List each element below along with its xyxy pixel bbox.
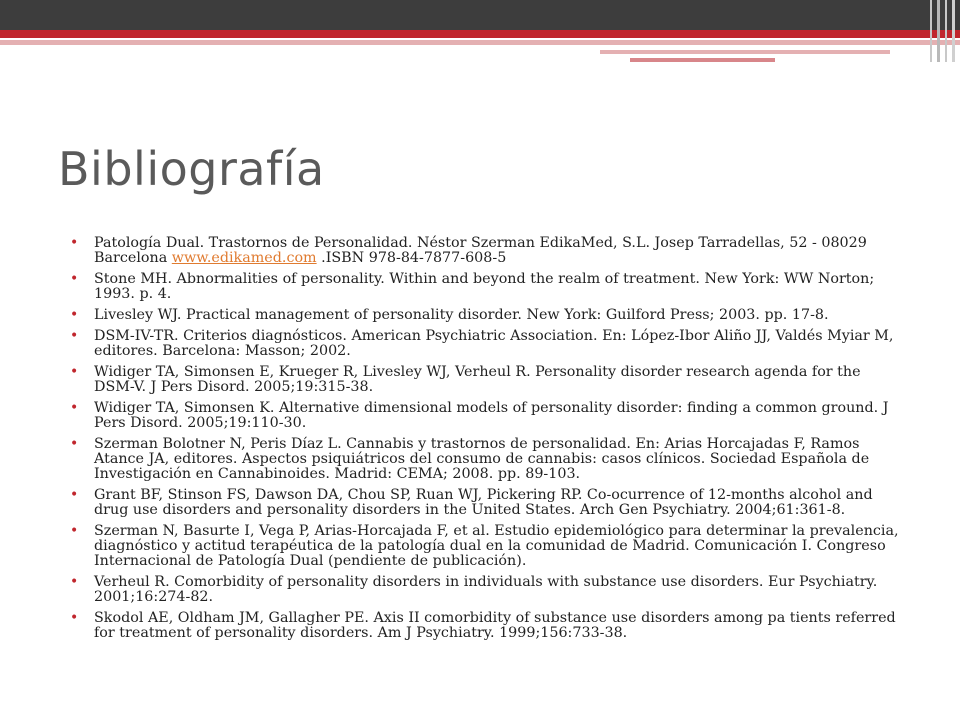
bullet-icon: • [70,610,79,626]
header-red-band [0,30,960,38]
reference-item [70,236,902,266]
header-pink-stripe-short [600,50,890,54]
reference-item [70,365,902,395]
reference-item [70,575,902,605]
header-decor-line [952,0,955,62]
reference-item [70,611,902,641]
slide-title: Bibliografía [58,142,325,196]
header-decor-line [930,0,932,62]
header-decor-line [945,0,947,62]
reference-item [70,308,902,323]
reference-text: Stone MH. Abnormalities of personality. Within and beyond the realm of treatment. New York: WW Norton; 1993. p. 4. [94,271,875,302]
reference-text: Verheul R. Comorbidity of personality disorders in individuals with substance use disorders. Eur Psychiatry. 2001;16:274-82. [94,574,878,605]
reference-text: Widiger TA, Simonsen K. Alternative dimensional models of personality disorder: finding a common ground. J Pers Disord. 2005;19:110-30. [94,400,889,431]
reference-text: Szerman Bolotner N, Peris Díaz L. Cannabis y trastornos de personalidad. En: Arias Horcajadas F, Ramos Atance JA, editores. Aspectos psiquiátricos del consumo de cannabis: casos clínicos. Sociedad Española de Investigación en Cannabinoides. Madrid: CEMA; 2008. pp. 89-103. [94,436,870,482]
reference-text: Widiger TA, Simonsen E, Krueger R, Livesley WJ, Verheul R. Personality disorder research agenda for the DSM-V. J Pers Disord. 2005;19:315-38. [94,364,861,395]
reference-item [70,272,902,302]
header-pink-stripe [0,40,960,45]
bullet-icon: • [70,400,79,416]
header-rose-stripe-short [630,58,775,62]
reference-text: Grant BF, Stinson FS, Dawson DA, Chou SP, Ruan WJ, Pickering RP. Co-ocurrence of 12-months alcohol and drug use disorders and personality disorders in the United States. Arch Gen Psychiatry. 2004;61:361-8. [94,487,873,518]
bullet-icon: • [70,523,79,539]
reference-text: .ISBN 978-84-7877-608-5 [316,250,507,266]
reference-link[interactable]: www.edikamed.com [171,250,317,266]
reference-item [70,524,902,569]
bullet-icon: • [70,364,79,380]
header-decor-line [937,0,940,62]
bullet-icon: • [70,574,79,590]
reference-text: Szerman N, Basurte I, Vega P, Arias-Horcajada F, et al. Estudio epidemiológico para determinar la prevalencia, diagnóstico y actitud terapéutica de la patología dual en la comunidad de Madrid. Comunicación I. Congreso Internacional de Patología Dual (pendiente de publicación). [94,523,899,569]
reference-item [70,401,902,431]
header-dark-bar [0,0,960,30]
bullet-icon: • [70,487,79,503]
bullet-icon: • [70,271,79,287]
reference-list [70,236,902,647]
reference-text: Patología Dual. Trastornos de Personalidad. Néstor Szerman EdikaMed, S.L. Josep Tarradellas, 52 - 08029 Barcelona [94,235,867,266]
reference-text: Livesley WJ. Practical management of personality disorder. New York: Guilford Press; 2003. pp. 17-8. [94,307,829,323]
reference-item [70,488,902,518]
bullet-icon: • [70,328,79,344]
reference-item [70,329,902,359]
bullet-icon: • [70,235,79,251]
bullet-icon: • [70,436,79,452]
reference-text: DSM-IV-TR. Criterios diagnósticos. American Psychiatric Association. En: López-Ibor Aliño JJ, Valdés Myiar M, editores. Barcelona: Masson; 2002. [94,328,894,359]
reference-text: Skodol AE, Oldham JM, Gallagher PE. Axis II comorbidity of substance use disorders among pa tients referred for treatment of personality disorders. Am J Psychiatry. 1999;156:733-38. [94,610,896,641]
reference-item [70,437,902,482]
bullet-icon: • [70,307,79,323]
